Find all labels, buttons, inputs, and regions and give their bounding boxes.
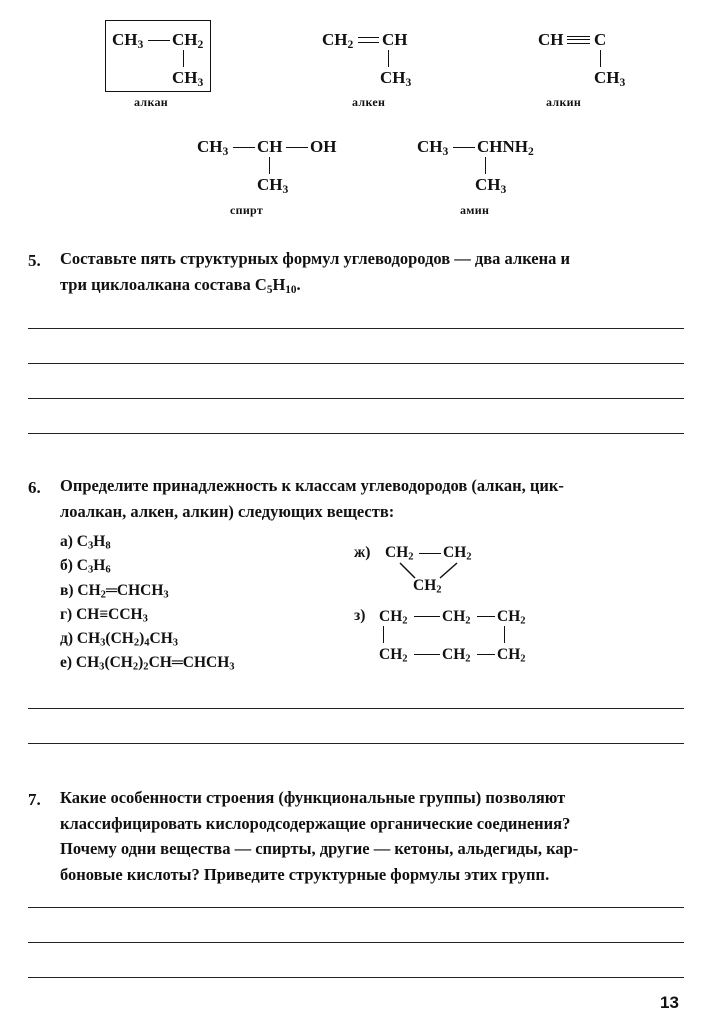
page-number: 13	[660, 993, 679, 1012]
alkane-c2: $CH_2$	[172, 30, 204, 51]
zh-prefix: ж)	[354, 544, 371, 561]
q6-item-v: в) $CH_2═CHCH_3$	[60, 581, 169, 601]
zh-c3: $CH_2$	[413, 577, 442, 596]
alkane-c3: $CH_3$	[172, 68, 204, 89]
q6-line1: Определите принадлежность к классам углеводородов (алкан, цик-	[60, 476, 564, 495]
q6-text	[60, 473, 690, 524]
q5-text	[60, 246, 690, 297]
zh-c2: $CH_2$	[443, 544, 472, 563]
q5-line2: три циклоалкана состава $C_5H_{10}$.	[60, 274, 301, 296]
zh-c1: $CH_2$	[385, 544, 414, 563]
alcohol-c1: $CH_3$	[197, 137, 229, 158]
q7-line2: классифицировать кислородсодержащие органические соединения?	[60, 813, 571, 833]
answer-line[interactable]	[28, 328, 684, 329]
answer-line[interactable]	[28, 977, 684, 978]
alcohol-c3: OH	[310, 137, 337, 156]
amine-c3: $CH_3$	[475, 175, 507, 196]
alkyne-label: алкин	[546, 95, 582, 109]
q7-number: 7.	[28, 790, 41, 809]
alcohol-c2: CH	[257, 137, 283, 156]
q7-line4: боновые кислоты? Приведите структурные формулы этих групп.	[60, 864, 550, 884]
q7-text	[60, 785, 690, 887]
alkyne-c2: C	[594, 30, 607, 49]
answer-line[interactable]	[28, 907, 684, 908]
amine-c2: $CHNH_2$	[477, 137, 534, 158]
z-bot-c3: $CH_2$	[497, 646, 526, 665]
amine-label: амин	[460, 203, 490, 217]
z-top-c1: $CH_2$	[379, 608, 408, 627]
answer-line[interactable]	[28, 433, 684, 434]
alcohol-c4: $CH_3$	[257, 175, 289, 196]
alkyne-c1: CH	[538, 30, 564, 49]
q5-number: 5.	[28, 251, 41, 270]
answer-line[interactable]	[28, 743, 684, 744]
q5-line1: Составьте пять структурных формул углеводородов — два алкена и	[60, 249, 571, 268]
q6-item-a: а) $C_3H_8$	[60, 533, 111, 552]
z-bot-c1: $CH_2$	[379, 646, 408, 665]
q6-item-d: д) $CH_3(CH_2)_4CH_3$	[60, 630, 179, 649]
alkyne-c3: $CH_3$	[594, 68, 626, 89]
answer-line[interactable]	[28, 942, 684, 943]
q7-line1: Какие особенности строения (функциональные группы) позволяют	[60, 788, 566, 807]
q6-items	[60, 530, 235, 676]
z-prefix: з)	[354, 607, 366, 624]
alkane-c1: $CH_3$	[112, 30, 144, 51]
q7-line3: Почему одни вещества — спирты, другие — кетоны, альдегиды, кар-	[60, 839, 579, 858]
alkene-c3: $CH_3$	[380, 68, 412, 89]
z-top-c3: $CH_2$	[497, 608, 526, 627]
answer-line[interactable]	[28, 398, 684, 399]
alkane-label: алкан	[134, 95, 168, 109]
alkene-label: алкен	[352, 95, 386, 109]
z-bot-c2: $CH_2$	[442, 646, 471, 665]
q6-number: 6.	[28, 478, 41, 497]
alcohol-label: спирт	[230, 203, 264, 217]
q6-item-b: б) $C_3H_6$	[60, 557, 111, 576]
answer-line[interactable]	[28, 363, 684, 364]
alkene-c2: CH	[382, 30, 408, 49]
q6-line2: лоалкан, алкен, алкин) следующих веществ:	[60, 501, 395, 521]
amine-c1: $CH_3$	[417, 137, 449, 158]
answer-line[interactable]	[28, 708, 684, 709]
q6-item-g: г) $CH\equiv CCH_3$	[60, 605, 148, 625]
alkene-c1: $CH_2$	[322, 30, 354, 51]
q6-item-e: е) $CH_3(CH_2)_2CH═CHCH_3$	[60, 654, 235, 674]
z-top-c2: $CH_2$	[442, 608, 471, 627]
